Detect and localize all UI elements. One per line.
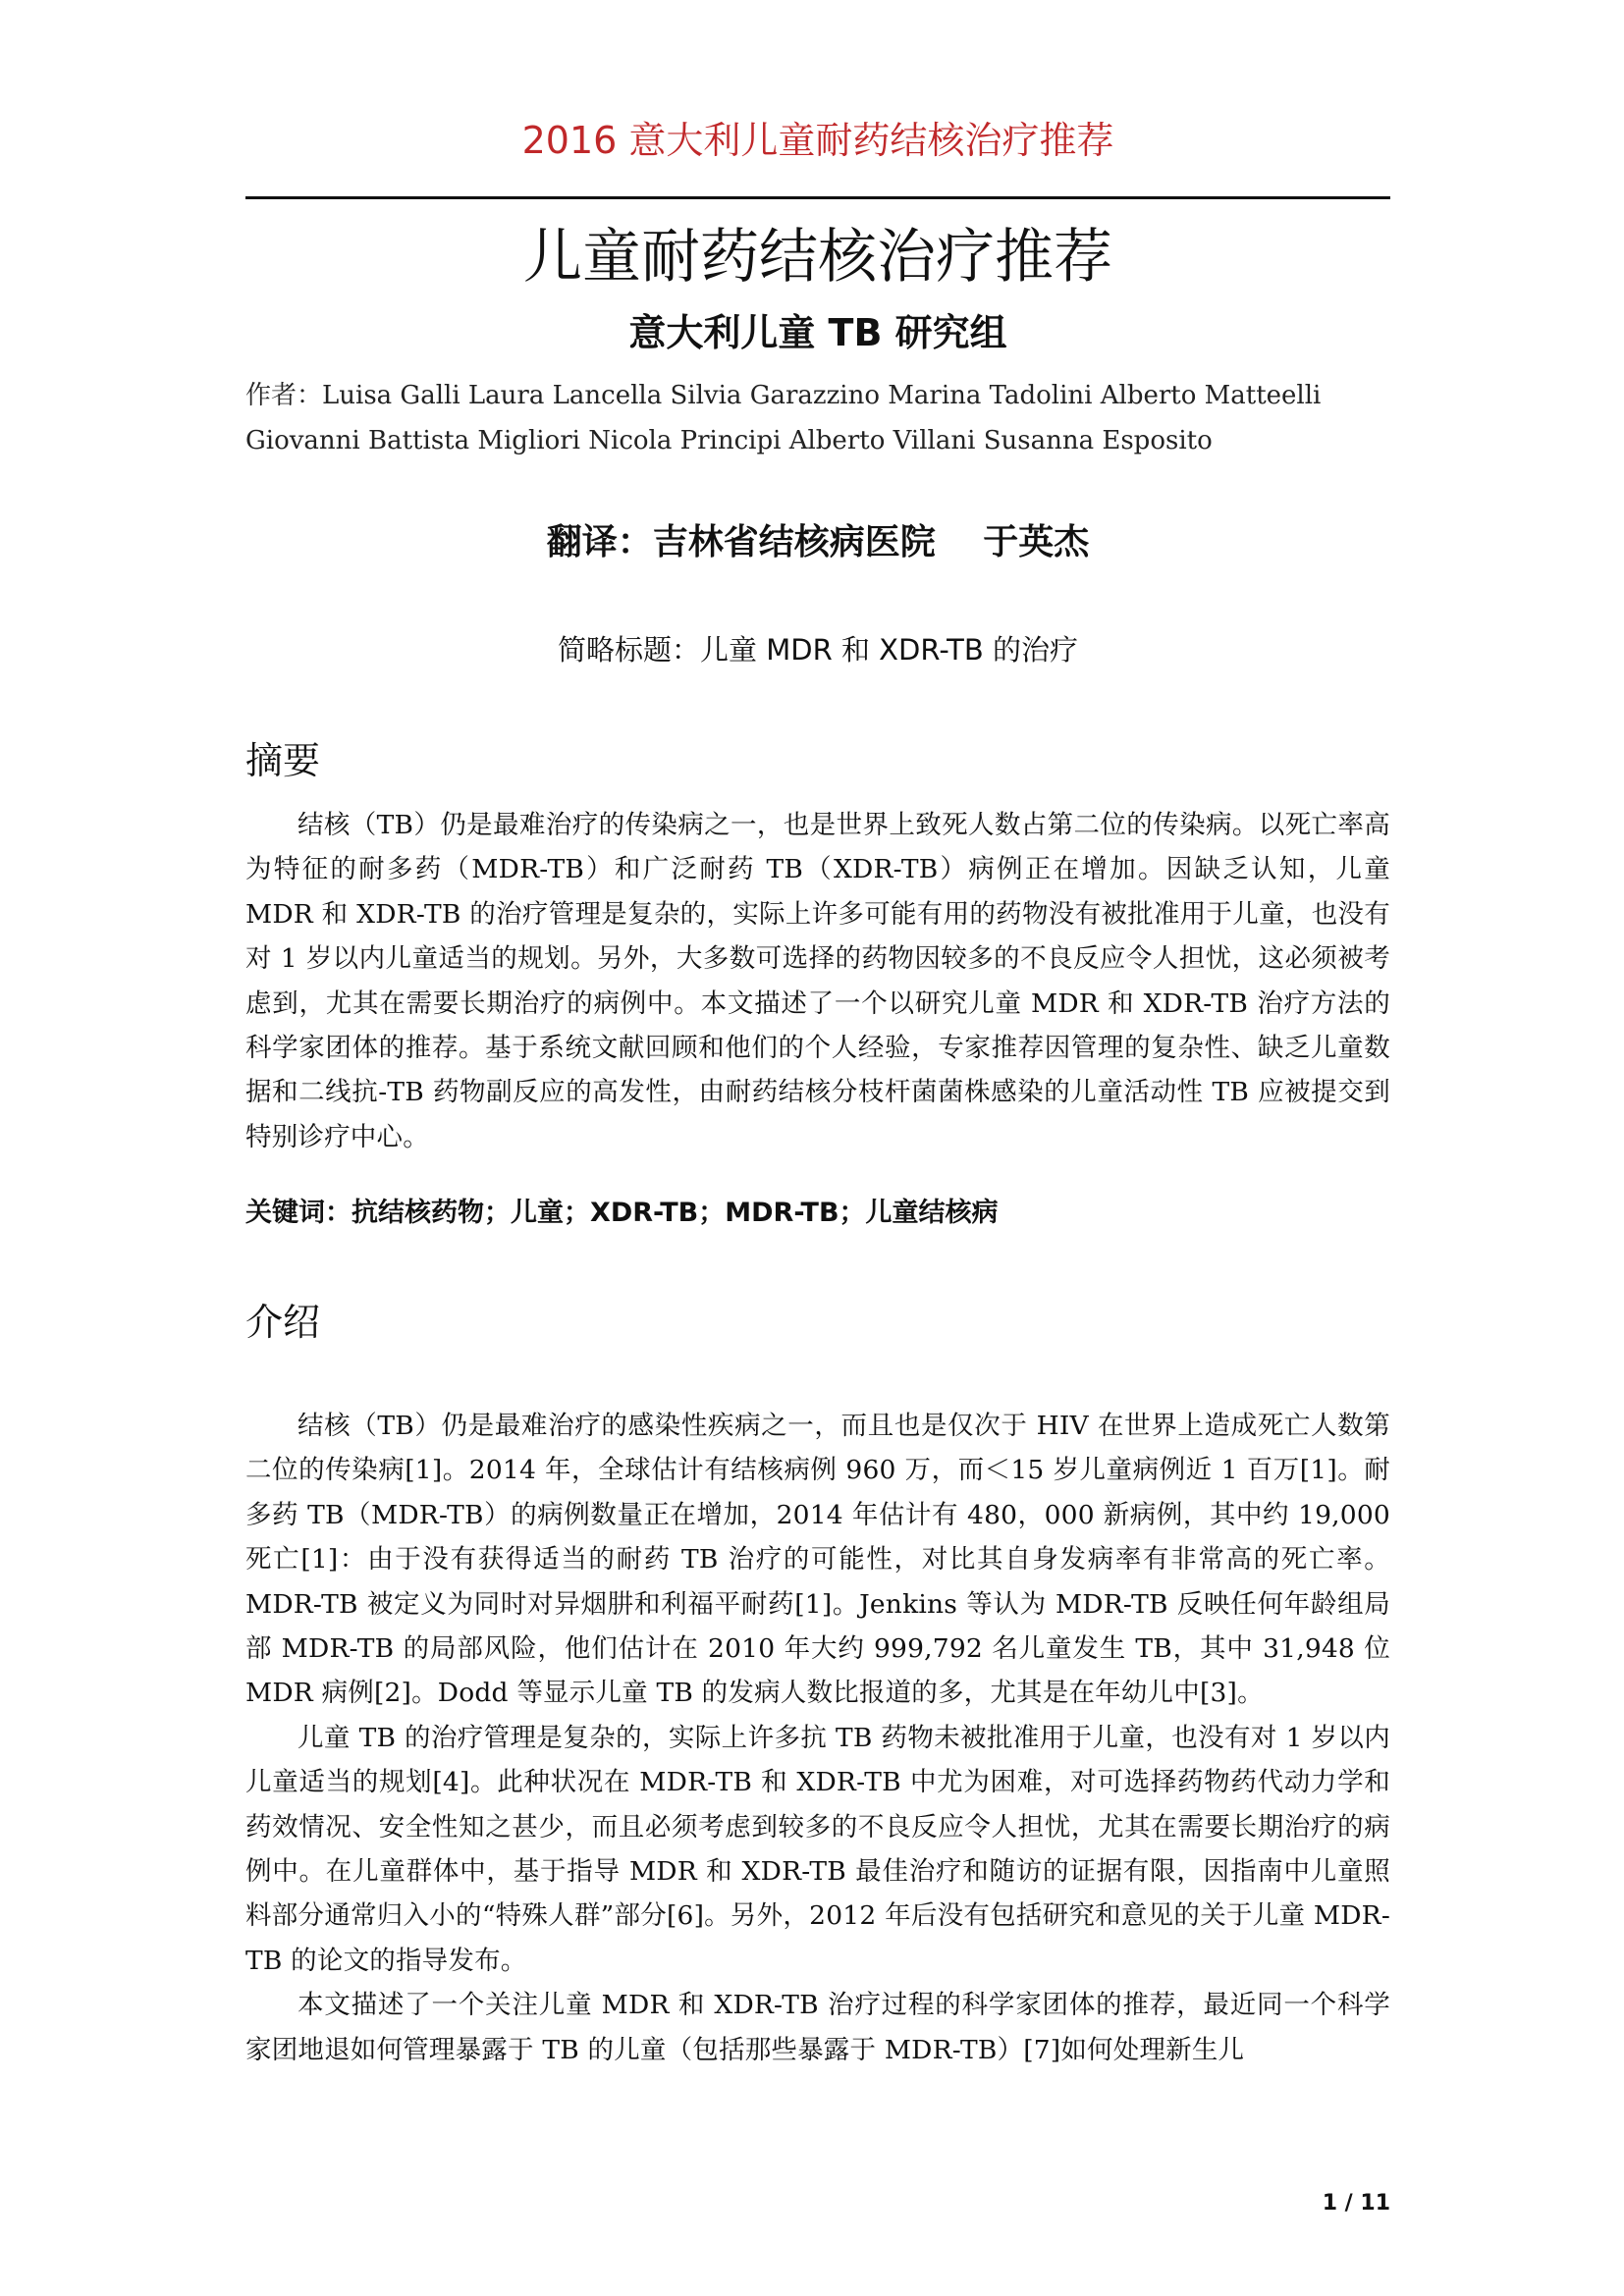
- document-title: 儿童耐药结核治疗推荐: [523, 223, 1112, 292]
- introduction-body: [245, 1404, 1390, 2072]
- introduction-paragraph-1: 结核（TB）仍是最难治疗的感染性疾病之一，而且也是仅次于 HIV 在世界上造成死亡人数第二位的传染病[1]。2014 年，全球估计有结核病例 960 万，而＜15 岁儿童病例近 1 百万[1]。耐多药 TB（MDR-TB）的病例数量正在增加，2014 年估计有 480，000 新病例，其中约 19,000 死亡[1]：由于没有获得适当的耐药 TB 治疗的可能性，对比其自身发病率有非常高的死亡率。MDR-TB 被定义为同时对异烟肼和利福平耐药[1]。Jenkins 等认为 MDR-TB 反映任何年龄组局部 MDR-TB 的局部风险，他们估计在 2010 年大约 999,792 名儿童发生 TB，其中 31,948 位 MDR 病例[2]。Dodd 等显示儿童 TB 的发病人数比报道的多，尤其是在年幼儿中[3]。: [245, 1411, 1390, 1709]
- translator-line: 翻译：吉林省结核病医院 于英杰: [546, 522, 1090, 562]
- short-title: 简略标题：儿童 MDR 和 XDR-TB 的治疗: [558, 633, 1078, 667]
- abstract-body: [245, 803, 1390, 1159]
- header-rule: [245, 196, 1390, 199]
- author-list: 作者：Luisa Galli Laura Lancella Silvia Garazzino Marina Tadolini Alberto Matteelli Giovanni Battista Migliori Nicola Principi Alberto Villani Susanna Esposito: [245, 381, 1322, 455]
- introduction-paragraph-3: 本文描述了一个关注儿童 MDR 和 XDR-TB 治疗过程的科学家团体的推荐，最近同一个科学家团地退如何管理暴露于 TB 的儿童（包括那些暴露于 MDR-TB）[7]如何处理新生儿: [245, 1990, 1390, 2065]
- introduction-heading: 介绍: [245, 1301, 321, 1344]
- abstract-heading: 摘要: [245, 739, 321, 782]
- page-number: 1 / 11: [1322, 2191, 1390, 2216]
- abstract-paragraph: 结核（TB）仍是最难治疗的传染病之一，也是世界上致死人数占第二位的传染病。以死亡率高为特征的耐多药（MDR-TB）和广泛耐药 TB（XDR-TB）病例正在增加。因缺乏认知，儿童 MDR 和 XDR-TB 的治疗管理是复杂的，实际上许多可能有用的药物没有被批准用于儿童，也没有对 1 岁以内儿童适当的规划。另外，大多数可选择的药物因较多的不良反应令人担忧，这必须被考虑到，尤其在需要长期治疗的病例中。本文描述了一个以研究儿童 MDR 和 XDR-TB 治疗方法的科学家团体的推荐。基于系统文献回顾和他们的个人经验，专家推荐因管理的复杂性、缺乏儿童数据和二线抗-TB 药物副反应的高发性，由耐药结核分枝杆菌菌株感染的儿童活动性 TB 应被提交到特别诊疗中心。: [245, 810, 1390, 1152]
- document-subtitle: 意大利儿童 TB 研究组: [628, 311, 1007, 354]
- introduction-paragraph-2: 儿童 TB 的治疗管理是复杂的，实际上许多抗 TB 药物未被批准用于儿童，也没有对 1 岁以内儿童适当的规划[4]。此种状况在 MDR-TB 和 XDR-TB 中尤为困难，对可选择药物药代动力学和药效情况、安全性知之甚少，而且必须考虑到较多的不良反应令人担忧，尤其在需要长期治疗的病例中。在儿童群体中，基于指导 MDR 和 XDR-TB 最佳治疗和随访的证据有限，因指南中儿童照料部分通常归入小的“特殊人群”部分[6]。另外，2012 年后没有包括研究和意见的关于儿童 MDR-TB 的论文的指导发布。: [245, 1722, 1390, 1976]
- running-header: 2016 意大利儿童耐药结核治疗推荐: [521, 119, 1114, 162]
- keywords-line: 关键词：抗结核药物；儿童；XDR-TB；MDR-TB；儿童结核病: [245, 1198, 999, 1228]
